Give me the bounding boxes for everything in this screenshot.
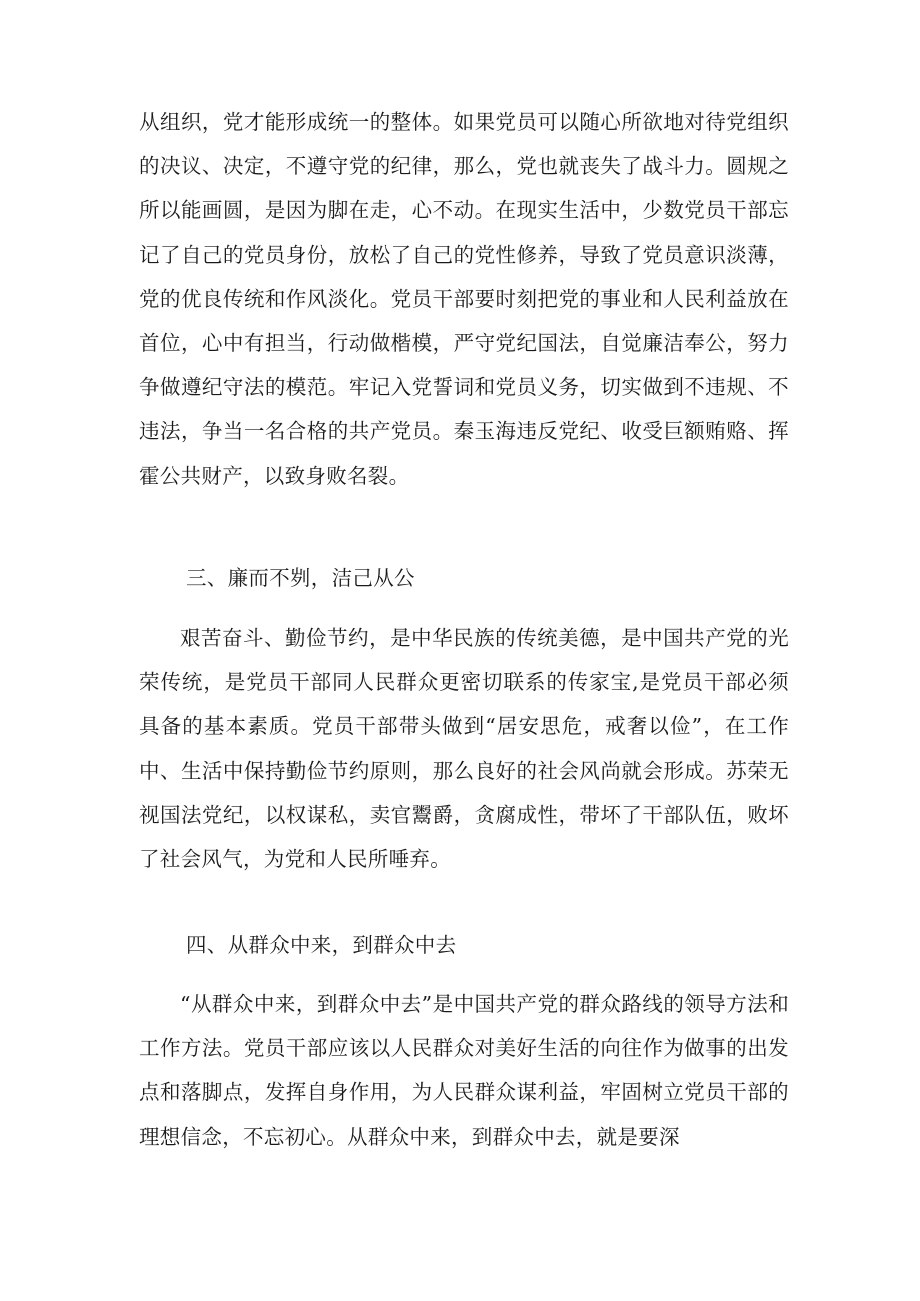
body-paragraph-1: 从组织，党才能形成统一的整体。如果党员可以随心所欲地对待党组织的决议、决定，不遵守党的纪律，那么，党也就丧失了战斗力。圆规之所以能画圆，是因为脚在走，心不动。在现实生活中，少数党员干部忘记了自己的党员身份，放松了自己的党性修养，导致了党员意识淡薄，党的优良传统和作风淡化。党员干部要时刻把党的事业和人民利益放在首位，心中有担当，行动做楷模，严守党纪国法，自觉廉洁奉公，努力争做遵纪守法的模范。牢记入党誓词和党员义务，切实做到不违规、不违法，争当一名合格的共产党员。秦玉海违反党纪、收受巨额贿赂、挥霍公共财产，以致身败名裂。 <box>139 110 789 488</box>
section-heading-4: 四、从群众中来，到群众中去 <box>186 933 457 957</box>
body-paragraph-2: 艰苦奋斗、勤俭节约，是中华民族的传统美德，是中国共产党的光荣传统，是党员干部同人民群众更密切联系的传家宝,是党员干部必须具备的基本素质。党员干部带头做到“居安思危，戒奢以俭”，在工作中、生活中保持勤俭节约原则，那么良好的社会风尚就会形成。苏荣无视国法党纪，以权谋私，卖官鬻爵，贪腐成性，带坏了干部队伍，败坏了社会风气，为党和人民所唾弃。 <box>139 626 789 872</box>
body-paragraph-3: “从群众中来，到群众中去”是中国共产党的群众路线的领导方法和工作方法。党员干部应该以人民群众对美好生活的向往作为做事的出发点和落脚点，发挥自身作用，为人民群众谋利益，牢固树立党员干部的理想信念，不忘初心。从群众中来，到群众中去，就是要深 <box>139 992 789 1149</box>
section-heading-3: 三、廉而不刿，洁己从公 <box>186 566 415 590</box>
